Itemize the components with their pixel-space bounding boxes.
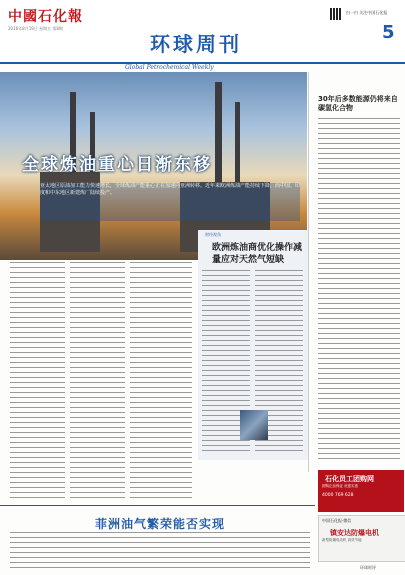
footer-label: 环球时评 bbox=[360, 565, 376, 570]
feature-tag: 财经视角 bbox=[205, 232, 221, 237]
ad1-subtitle: 团购正品保证 优惠实惠 bbox=[322, 484, 359, 488]
article-column-1 bbox=[10, 262, 65, 502]
weekly-tagline: Global Petrochemical Weekly bbox=[125, 64, 214, 71]
sidebar-article-text bbox=[318, 118, 400, 463]
bottom-headline: 菲洲油气繁荣能否实现 bbox=[95, 517, 226, 531]
newspaper-logo: 中國石化報 bbox=[8, 9, 83, 25]
bottom-divider bbox=[0, 505, 315, 506]
column-divider bbox=[308, 72, 309, 472]
hero-caption: 亚太地区原油加工能力快速增长，全球炼油产能重心正在加速向亚洲转移。近年来欧洲炼油产能持续下降，而中国、印度和中东地区新建炼厂陆续投产。 bbox=[40, 183, 300, 221]
ad2-headline: 镇安达防爆电机 bbox=[330, 529, 379, 537]
author-photo bbox=[240, 410, 268, 440]
ad2-top: 中国石化报·微信 bbox=[322, 518, 352, 523]
hero-headline: 全球炼油重心日渐东移 bbox=[22, 155, 212, 175]
bottom-article-text bbox=[10, 532, 310, 570]
sidebar-headline: 30年后多数能源仍将来自碳氢化合物 bbox=[318, 95, 398, 112]
issue-date: 2016年8月19日 星期五 第8期 bbox=[8, 26, 63, 31]
ad1-phone: 4000 769 628 bbox=[322, 493, 354, 498]
qr-code-icon bbox=[330, 8, 342, 20]
article-column-2 bbox=[70, 262, 125, 502]
article-column-3 bbox=[130, 262, 192, 502]
page-number: 5 bbox=[382, 22, 395, 43]
ad1-title: 石化员工团购网 bbox=[325, 475, 374, 483]
feature-headline: 欧洲炼油商优化操作减量应对天然气短缺 bbox=[212, 243, 303, 265]
section-title: 环球周刊 bbox=[150, 32, 242, 56]
qr-caption: 扫一扫 关注中国石化报 bbox=[346, 10, 388, 15]
ad2-subtitle: 新型防爆电动机 高效节能 bbox=[322, 538, 362, 542]
